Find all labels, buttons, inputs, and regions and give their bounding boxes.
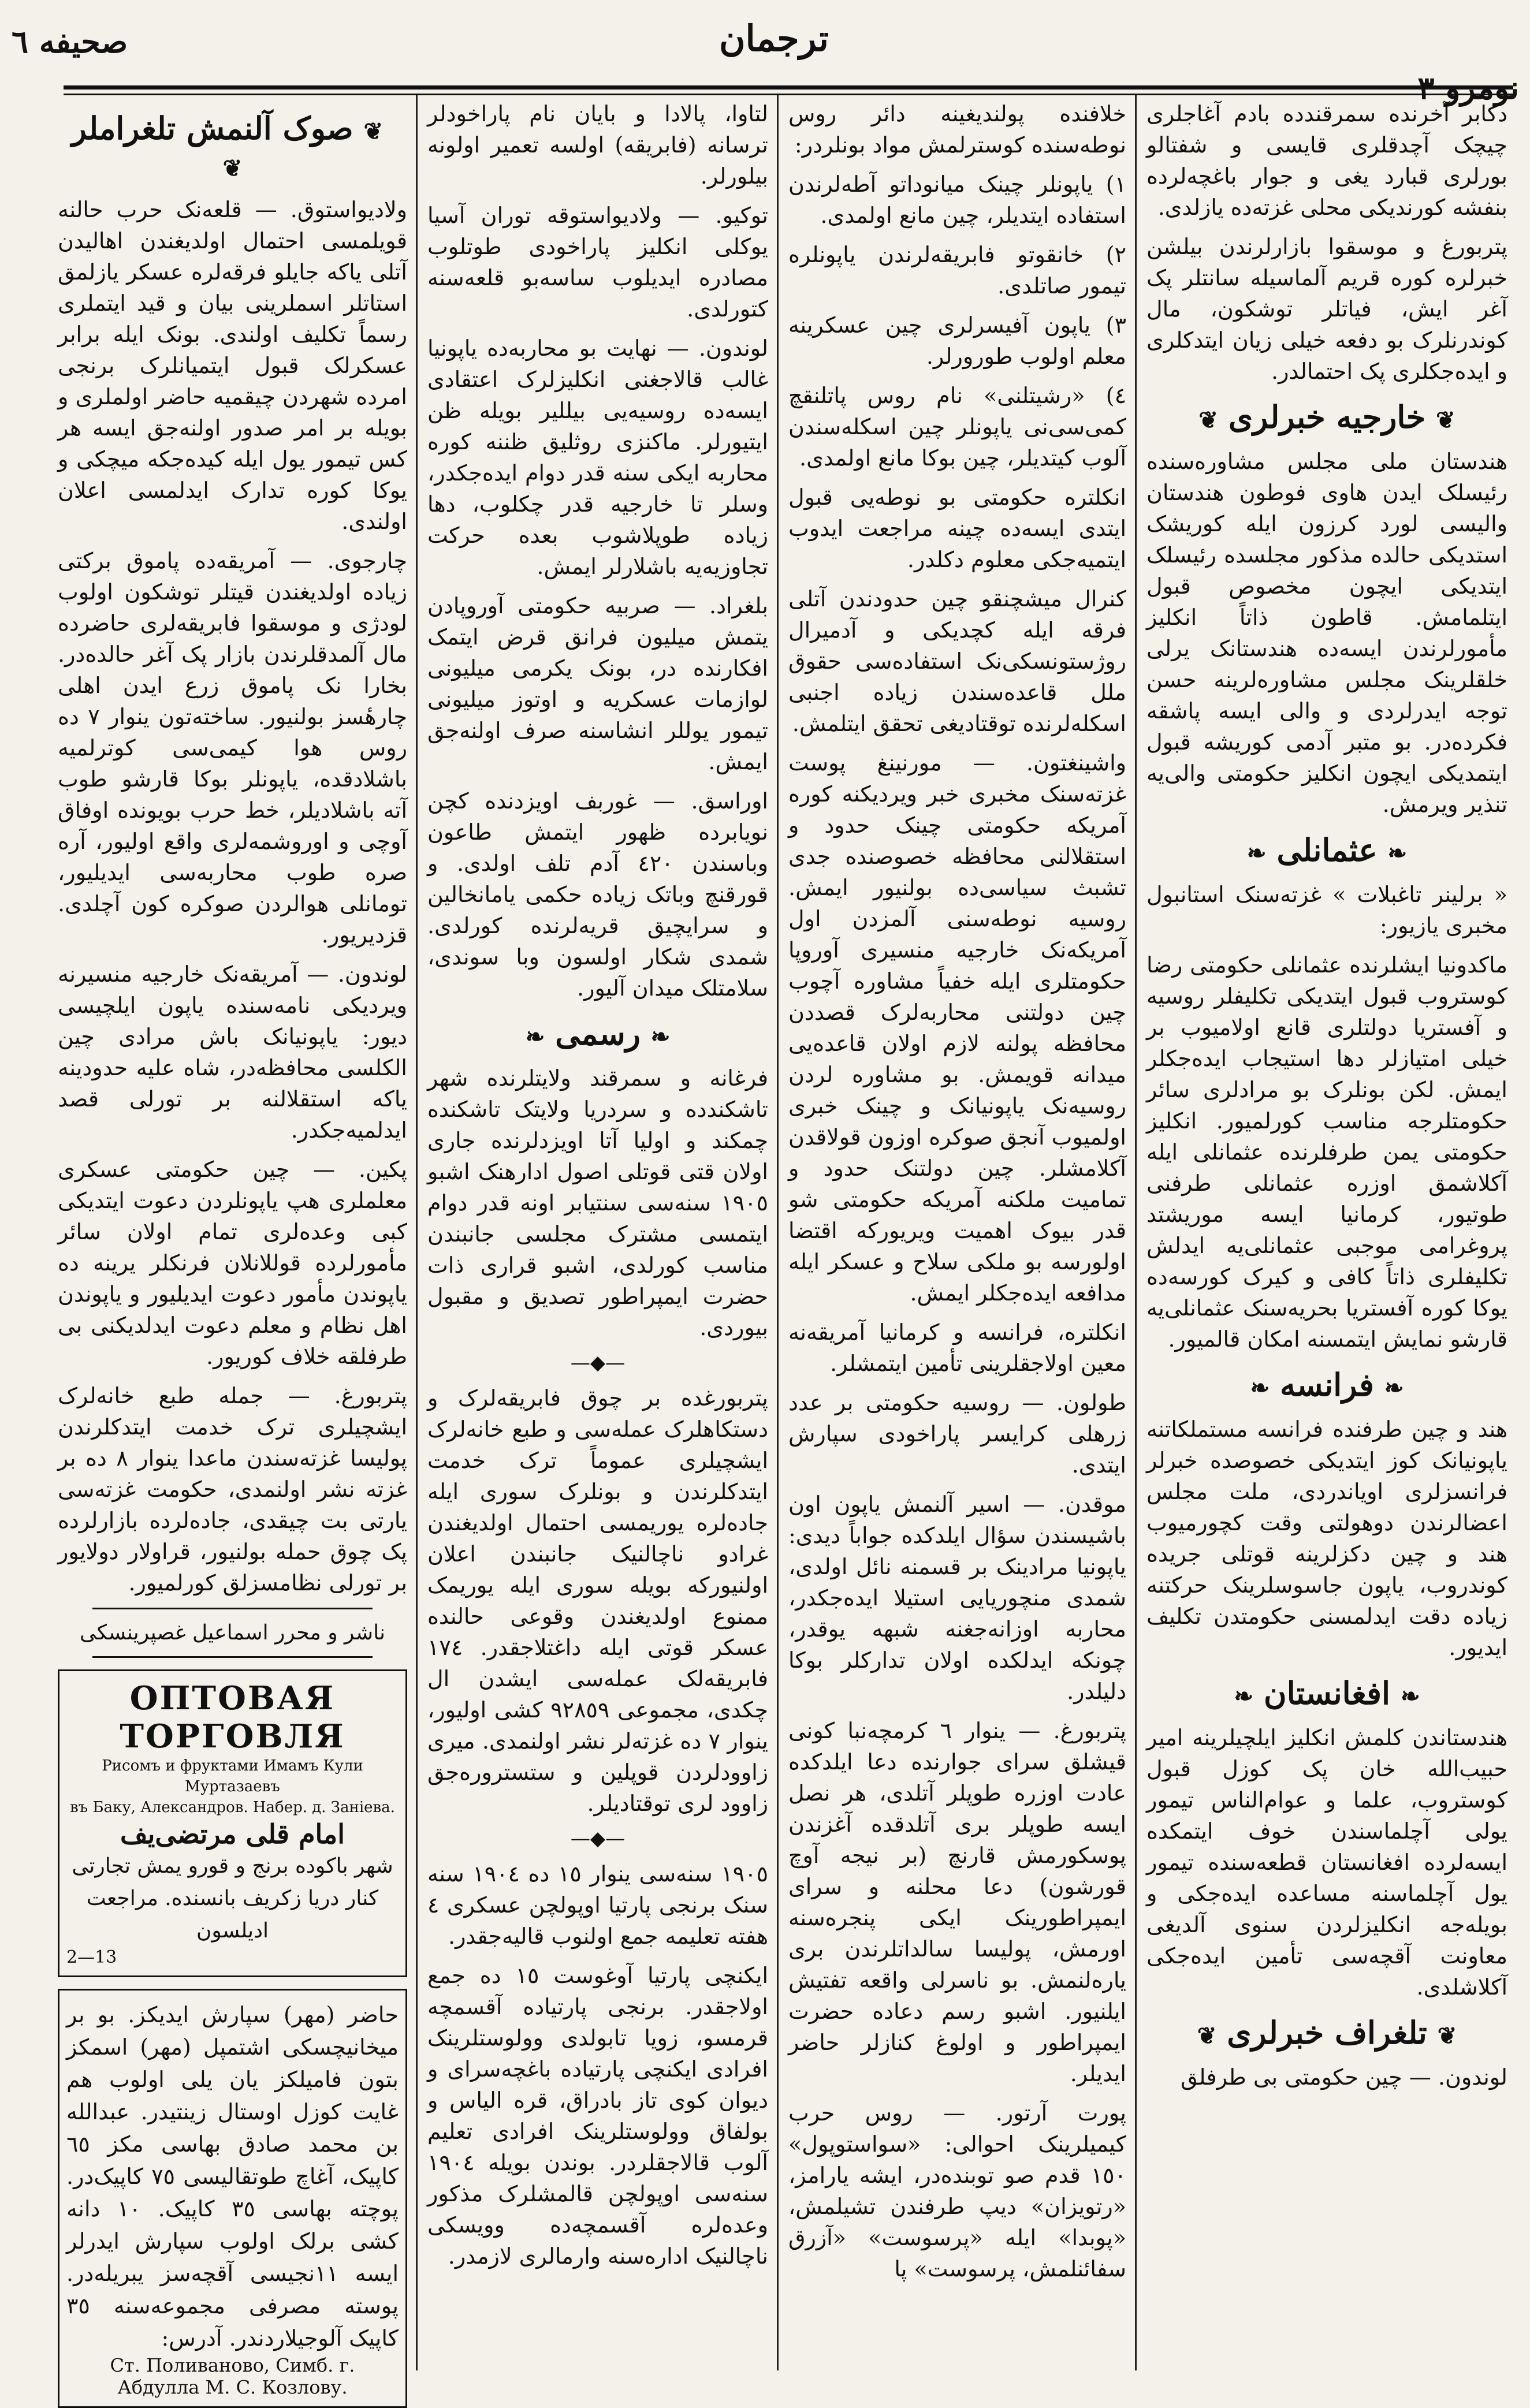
masthead-rule-thin bbox=[64, 94, 1513, 95]
column-2 bbox=[788, 98, 1126, 2368]
divider bbox=[92, 1656, 373, 1658]
ad-merchant-name: امام قلی مرتضی‌یف bbox=[120, 1818, 345, 1850]
news-paragraph: کنرال میشچنقو چین حدودندن آتلی فرقه ایله کچدیکی و آدمیرال روژستونسکی‌نک استفاده‌سی حقوق ملل قاعده‌سندن زیاده اجنبی اسکله‌لرنده توقتادیغی تحقق ایتلمش. bbox=[788, 586, 1126, 736]
ad-text: شهر باکوده برنج و قورو یمش تجارتی کنار دریا زکریف بانسنده. مراجعت ادیلسون bbox=[72, 1854, 393, 1943]
ornament-icon: ❧ bbox=[1246, 840, 1267, 867]
news-paragraph: « برلینر تاغبلات » غزته‌سنک استانبول مخبری یازیور: bbox=[1146, 882, 1507, 938]
news-paragraph: پتربورغ. — جمله طبع خانه‌لرک ایشچیلری ترک خدمت ایتدکلرندن پولیسا غزته‌سندن ماعدا ینوار ٨ ده بر غزته نشر اولنمدی، حکومت غزته‌سی یارتی بت چیقدی، جاده‌لرده بازارلرده پک چوق حمله بولنیور، قراولار دولایور بر تورلی نظامسزلق کورلمیور. bbox=[58, 1383, 407, 1596]
ornament-icon: ❦ bbox=[1437, 2022, 1457, 2049]
news-paragraph: توکیو. — ولادیواستوقه توران آسیا یوکلی انکلیز پاراخودی طوتلوب مصادره ایدیلوب ساسه‌بو قلعه‌سنه کتورلدی. bbox=[427, 203, 768, 322]
news-paragraph: موقدن. — اسیر آلنمش یاپون اون باشیسندن سؤال ایلدکده جواباً دیدی: یاپونیا مرادینک بر قسمنه نائل اولدی، شمدی منچوریایی استیلا ایده‌جکدر، محاربه اوزانه‌جغنه شبهه یوقدر، چونکه ایدلکده اولان تدارکلر بوکا دلیلدر. bbox=[788, 1492, 1126, 1704]
ad-text: въ Баку, Александров. Набер. д. Заніева. bbox=[70, 1799, 395, 1816]
news-paragraph: ١) یاپونلر چینک میانوداتو آطه‌لرندن استفاده ایتدیلر، چین مانع اولمدی. bbox=[788, 172, 1126, 228]
column-divider bbox=[777, 95, 779, 2370]
newspaper-title: ترجمان bbox=[719, 17, 829, 59]
news-paragraph: هندستاندن کلمش انکلیز ایلچیلرینه امیر حبیب‌الله خان پک کوزل قبول کوستروب، علما و عوام‌الناس تیمور یولی آچلماسندن خوف ایتمکده ایسه‌لرده افغانستان قطعه‌سنده تیمور یول آچلماسنه مساعده ایده‌جکی و بویله‌جه انکلیزلردن سنوی آلدیغی معاونت آقچه‌سی تأمین ایده‌جکی آکلاشلدی. bbox=[1146, 1725, 1507, 2000]
divider bbox=[92, 1608, 373, 1609]
news-paragraph: ٢) خانقوتو فابریقه‌لرندن یاپونلره تیمور صاتلدی. bbox=[788, 242, 1126, 299]
news-paragraph: ٤) «رشیتلنی» نام روس پاتلنقچ کمی‌سی‌نی یاپونلر چین اسکله‌سندن آلوب کیتدیلر، چین بوکا مانع اولمدی. bbox=[788, 383, 1126, 471]
ornament-icon: ❧ bbox=[1234, 1683, 1254, 1710]
ad-address: Ст. Поливаново, Симб. г. bbox=[110, 2354, 355, 2376]
news-paragraph: انکلتره، فرانسه و کرمانیا آمریقه‌نه معین اولاجقلرینی تأمین ایتمشلر. bbox=[788, 1319, 1126, 1376]
ornament-icon: ❦ bbox=[1436, 407, 1455, 434]
ornament-icon: ❦ bbox=[363, 118, 384, 145]
news-paragraph: لوندون. — چین حکومتی بی طرفلق bbox=[1181, 2064, 1507, 2090]
ornament-icon: ❦ bbox=[222, 155, 243, 182]
section-heading: ❧رسمی❧ bbox=[525, 1015, 671, 1052]
ornament-icon: ❦ bbox=[1198, 407, 1218, 434]
ornament-icon: ❧ bbox=[1250, 1374, 1270, 1401]
news-paragraph: اوراسق. — غوربف اویزدنده کچن نویابرده ظهور ایتمش طاعون وباسندن ٤٢٠ آدم تلف اولدی. و قورقنچ وباتک زیاده حکمی یامانخالین و سرایچیق قریه‌لرنده کورلدی. شمدی شکار اولسون وبا سوندی، سلامتلک میدان آلیور. bbox=[427, 788, 768, 1001]
ad-address: Абдулла М. С. Козлову. bbox=[117, 2376, 348, 2398]
ornament-icon: ❦ bbox=[1197, 2022, 1217, 2049]
news-paragraph: لوندون. — آمریقه‌نک خارجیه منسیرنه ویردیکی نامه‌سنده یاپون ایلچیسی دیور: یاپونیانک باش مرادی چین الکلسی محافظه‌در، شاه علیه حدودینه یاکه استقلالنه بر تورلی قصد ایدلمیه‌جکدر. bbox=[58, 961, 407, 1143]
column-divider bbox=[1135, 95, 1137, 2370]
news-paragraph: واشینغتون. — مورنینغ پوست غزته‌سنک مخبری خبر ویردیکنه کوره آمریکه حکومتی چینک حدود و استقلالنی محافظه خصوصنده جدی تشبث سیاسی‌ده بولنیور ایمش. روسیه نوطه‌سنی آلمزدن اول آمریکه‌نک خارجیه منسیری آوروپا حکومتلری ایله خفیاً مشاوره آچوب چین دولتنی محاربه‌لرک قصددن محافظه پولنه لازم اولان قاعده‌یی میدانه قویمش. بو مشاوره لردن روسیه‌نک یاپونیانک و چینک خبری اولمیوب آنجق صوکره اوزون قولاقدن آکلامشلر. چین دولتنک حدود و تمامیت ملکنه آمریکه حکومتی شو قدر بیوک اهمیت ویریورکه اقتضا اولورسه بو ملکی سلاح و عسکر ایله مدافعه ایده‌جکلر ایمش. bbox=[788, 750, 1126, 1306]
ornament-icon: ❧ bbox=[1384, 1374, 1404, 1401]
section-heading: ❧فرانسه❧ bbox=[1250, 1366, 1404, 1403]
ad-number: 2—13 bbox=[66, 1947, 117, 1967]
news-paragraph: ولادیواستوق. — قلعه‌نک حرب حالنه قویلمسی احتمال اولدیغندن اهالیدن آتلی یاکه جایلو فرقه‌لره عسکر یازلمق استاتلر اسملرینی بیان و قید ایتملری رسماً تکلیف اولندی. بونک ایله برابر عسکرلک قبول ایتمیانلرک برنجی امرده شهردن چیقمیه حاضر اولملری و بویله بر امر صدور اولنه‌جق ایسه هر کس تیمور یول ایله کیده‌جکه میچکی و یوکا کوره تدارک ایدلمسی اعلان اولندی. bbox=[58, 197, 407, 534]
news-paragraph: دکابر آخرنده سمرقندده بادم آغاجلری چیچک آچدقلری قایسی و شفتالو بورلری قبارد یغی و جوار باغچه‌لرده بنفشه کورندیکی محلی غزته‌ده یازلدی. bbox=[1146, 101, 1507, 220]
page-label: صحیفه ٦ bbox=[12, 23, 128, 60]
column-4 bbox=[58, 98, 407, 2398]
news-paragraph: هند و چین طرفنده فرانسه مستملکاتنه یاپونیانک کوز ایتدیکی خصوصده خبرلر فرانسزلری اویاندردی، ملت مجلس اعضالرندن دوهولتی وقت کچورمیوب هند و چین دکزلرینه قوتلی جریده کوندروب، یاپون جاسوسلرینک حرکتنه زیاده دقت ایدلمسنی حکومتدن تکلیف ایدیور. bbox=[1146, 1417, 1507, 1660]
section-heading: ❧عثمانلی❧ bbox=[1246, 832, 1408, 868]
ad-text: حاضر (مهر) سپارش ایدیکز. بو بر میخانیچسکی اشتمپل (مهر) اسمکز بتون فامیلکز یان یلی اولوب هم غایت کوزل اوستال زینتیدر. عبدالله بن محمد صادق بهاسی مکز ٦٥ کاپیک، آغاچ طوتقالیسی ٧٥ کاپیک‌در. پوچته بهاسی ٣٥ کاپیک. ١٠ دانه کشی برلک اولوب سپارش ایدرلر ایسه ١١نجیسی آقچه‌سز یبریله‌در. پوسته مصرفی مجموعه‌سنه ٣٥ کاپیک آلوجیلاردندر. آدرس: bbox=[66, 2002, 399, 2351]
news-paragraph: ٣) یاپون آفیسرلری چین عسکرینه معلم اولوب طورورلر. bbox=[788, 312, 1126, 369]
news-paragraph: هندستان ملی مجلس مشاوره‌سنده رئیسلک ایدن هاوی فوطون هندستان والیسی لورد کرزون ایله کوریشک استدیکی حالده مذکور مجلسده رئیسلک ایتدیکی ایچون مخصوص قبول ایتلمامش. قاطون ذاتاً انکلیز مأمورلرندن ایسه‌ده هندستانک یرلی خلقلرینک مجلس مشاوره‌لرینه حسن توجه ایدرلردی و والی ایسه پاشقه فکرده‌در. بو متبر آدمی کوریشه قبول ایتمدیکی ایچون انکلیز حکومتی والی‌یه تنذیر ویرمش. bbox=[1146, 449, 1507, 817]
ornament-icon: ❧ bbox=[650, 1023, 671, 1050]
ad-text: Рисомъ и фруктами Имамъ Кули Муртазаевъ bbox=[102, 1757, 363, 1795]
news-paragraph: فرغانه و سمرقند ولایتلرنده شهر تاشکندده و سردریا ولایتک تاشکنده چمکند و اولیا آتا اویزدلرنده جاری اولان قتی قوتلی اصول ادارهنک اشبو ١٩٠٥ سنه‌سی سنتیابر اونه قدر دوام ایتمسی مشترک مجلسی جانبندن مناسب کورلدی، اشبو قراری ذات حضرت ایمپراطور تصدیق و مقبول بیوردی. bbox=[427, 1065, 768, 1340]
section-heading: ❧افغانستان❧ bbox=[1234, 1675, 1420, 1712]
news-paragraph: چارجوی. — آمریقه‌ده پاموق برکتی زیاده اولدیغندن قیتلر توشکون اولوب لودژی و موسقوا فابریقه‌لری حاضرده مال آلمدقلرندن بازار پک آغر حالده‌در. بخارا نک پاموق زرع ایدن اهلی چارهٔسز بولنیور. ساخته‌تون ینوار ٧ ده روس هوا کیمی‌سی کوترلمیه باشلادقده، یاپونلر بوکا قارشو طوب آته باشلادیلر، خط حرب بویونده اوفاق آوچی و اوروشمه‌لری واقع اولیور، آره صره طوب محاربه‌سی ایدیلیور، تومانلی هوالردن صوکره کون آچلدی. قزدیریور. bbox=[58, 548, 407, 948]
news-paragraph: ١٩٠٥ سنه‌سی ینوار ١٥ ده ١٩٠٤ سنه سنک برنجی پارتیا اوپولچن عسکری ٤ هفته تعلیمه جمع اولنوب قالیه‌جقدر. bbox=[427, 1861, 768, 1949]
advertisement-stamp bbox=[58, 1989, 407, 2408]
news-paragraph: خلافنده پولندیغینه دائر روس نوطه‌سنده کوسترلمش مواد بونلردر: bbox=[788, 101, 1126, 158]
news-paragraph: طولون. — روسیه حکومتی بر عدد زرهلی کرایسر پاراخودی سپارش ایتدی. bbox=[788, 1390, 1126, 1478]
separator-diamond-icon: —◆— bbox=[570, 1827, 626, 1850]
column-divider bbox=[416, 95, 418, 2370]
news-paragraph: انکلتره حکومتی بو نوطه‌یی قبول ایتدی ایسه‌ده چینه مراجعت ایدوب ایتمیه‌جکی معلوم دکلدر. bbox=[788, 484, 1126, 572]
advertisement-wholesale bbox=[58, 1669, 407, 1977]
news-paragraph: پورت آرتور. — روس حرب کیمیلرینک احوالی: «سواستوپول» ١٥٠ قدم صو توبنده‌در، ایشه یارامز، «رتویزان» دیپ طرفندن تشیلمش، «پوبدا» ایله «پرسوست» «آزرق سفائنلمش، پرسوست» پا bbox=[788, 2100, 1126, 2282]
news-paragraph: پکین. — چین حکومتی عسکری معلملری هپ یاپونلردن دعوت ایتدیکی کبی وعده‌لری تمام اولان سائر مأمورلرده قوللانلان فرنکلر یرینه ده یاپوندن مأمور دعوت ایدیلیور و یاپوندن اهل نظام و معلم دعوت ایدلدیکنی بی طرفلقه خلاف کوریور. bbox=[58, 1157, 407, 1369]
ornament-icon: ❧ bbox=[1387, 840, 1408, 867]
column-3 bbox=[427, 98, 768, 2368]
news-paragraph: پتربورغ و موسقوا بازارلرندن بیلشن خبرلره کوره قریم آلماسیله سانتلر پک آغر ایش، فیاتلر توشکون، مال کوندرنلرک بو دفعه خیلی زیان ایتدکلری و ایده‌جکلری پک احتمالدر. bbox=[1146, 234, 1507, 384]
ad-title: ОПТОВАЯ ТОРГОВЛЯ bbox=[120, 1679, 345, 1755]
masthead-rule bbox=[64, 85, 1513, 90]
section-heading: ❦تلغراف خبرلری❦ bbox=[1197, 2014, 1457, 2051]
news-paragraph: ماکدونیا ایشلرنده عثمانلی حکومتی رضا کوستروب قبول ایتدیکی تکلیفلر روسیه و آفستریا دولتلری قانع اولامیوب بر خیلی امتیازلر دها استیجاب ایده‌جکلر ایمش. لکن بونلرک بو مرادلری سائر حکومتلرجه مناسب کورلمیور. انکلیز حکومتی یمن طرفلرنده عثمانلی ایله آکلاشمق اوزره عثمانلی طرفنی طوتیور، کرمانیا ایسه موریشتد پروغرامی موجبی عثمانلی‌یه ایدلش تکلیفلری ذاتاً کافی و کیرک کورسه‌ده یوکا کوره آفستریا بحریه‌سنک عثمانلی‌یه قارشو نمایش ایتمسنه امکان قالمیور. bbox=[1146, 952, 1507, 1352]
ornament-icon: ❧ bbox=[1400, 1683, 1420, 1710]
masthead bbox=[12, 6, 1519, 106]
issue-number: نومرو ٣ bbox=[1417, 69, 1519, 106]
news-paragraph: پتربورغده بر چوق فابریقه‌لرک و دستکاهلرک عمله‌سی و طبع خانه‌لرک ایشچیلری عموماً ترک خدمت ایتدکلرندن و بونلرک سوری ایله جاده‌لره یوریمسی احتمال اولدیغندن غرادو ناچالنیک جانبندن اعلان اولنیورکه بویله سوری ایله یوریمک ممنوع اولدیغندن وقوعی حالنده عسکر قوتی ایله داغتلاجقدر. ١٧٤ فابریقه‌لک عمله‌سی ایشدن ال چکدی، مجموعی ٩٢٨٥٩ کشی اولیور، ینوار ٧ ده غزته‌لر نشر اولنمدی. میری زاوودلردن قوپلین و ستستروره‌جق زاوود لری توقتادیلر. bbox=[427, 1385, 768, 1816]
separator-diamond-icon: —◆— bbox=[570, 1351, 626, 1374]
section-heading: ❦خارجیه خبرلری❦ bbox=[1198, 398, 1455, 435]
news-paragraph: بلغراد. — صربیه حکومتی آوروپادن یتمش میلیون فرانق قرض ایتمک افکارنده در، بونک یکرمی میلیونی لوازمات عسکریه و اوتوز میلیونی تیمور یوللر انشاسنه صرف اولنه‌جق ایمش. bbox=[427, 593, 768, 774]
news-paragraph: لوندون. — نهایت بو محاربه‌ده یاپونیا غالب قالاجغنی انکلیزلرک اعتقادی ایسه‌ده روسیه‌یی بیللیر بویله ظن ایتیورلر. ماکنزی روثلیق ظننه کوره محاربه ایکی سنه قدر دوام ایده‌جکدر، وسلر تا خارجیه قدر چکلوب، دها زیاده طوپلاشوب بعده حرکت تجاوزیه‌یه باشلارلر ایمش. bbox=[427, 336, 768, 579]
ornament-icon: ❧ bbox=[525, 1023, 545, 1050]
news-paragraph: ایکنچی پارتیا آوغوست ١٥ ده جمع اولاجقدر. برنجی پارتیاده آقسمچه قرمسو، زویا تابولدی وولوستلرینک افرادی ایکنچی پارتیاده باغچه‌سرای و دیوان کوی تاز بادراق، قره الیاس و بولفاق وولوستلرینک افرادی تعلیم آلوب قالاجقلردر. بوندن بویله ١٩٠٤ سنه‌سی اوپولچن قالمشلرک مذکور وعده‌لره آقسمچه‌ده وویسکی ناچالنیک اداره‌سنه وارمالری لازمدر. bbox=[427, 1963, 768, 2269]
publisher-line: ناشر و محرر اسماعیل غصپرینسکی bbox=[79, 1621, 386, 1645]
column-1 bbox=[1146, 98, 1507, 2368]
section-heading: ❦صوک آلنمش تلغراملر❦ bbox=[71, 110, 384, 182]
news-paragraph: لتاوا، پالادا و بایان نام پاراخودلر ترسانه (فابریقه) اولسه تعمیر اولونه بیلورلر. bbox=[427, 101, 768, 189]
news-paragraph: پتربورغ. — ینوار ٦ کرمچه‌نبا کونی قیشلق سرای جوارنده دعا ایلدکده عادت اوزره طوپلر آتلدی، هر نصل ایسه طوپلر بری آتلدقده آغزندن پوسکورمش قارنچ (بر نیجه آوچ قورشون) دعا محلنه و سرای ایمپراطورینک ایکی پنجره‌سنه اورمش، پولیسا سالداتلرندن بری یاره‌لنمش. بو ناسرلی واقعه تفتیش ایلنیور. اشبو رسم دعاده حضرت ایمپراطور و اولوغ کنازلر حاضر ایدیلر. bbox=[788, 1718, 1126, 2086]
